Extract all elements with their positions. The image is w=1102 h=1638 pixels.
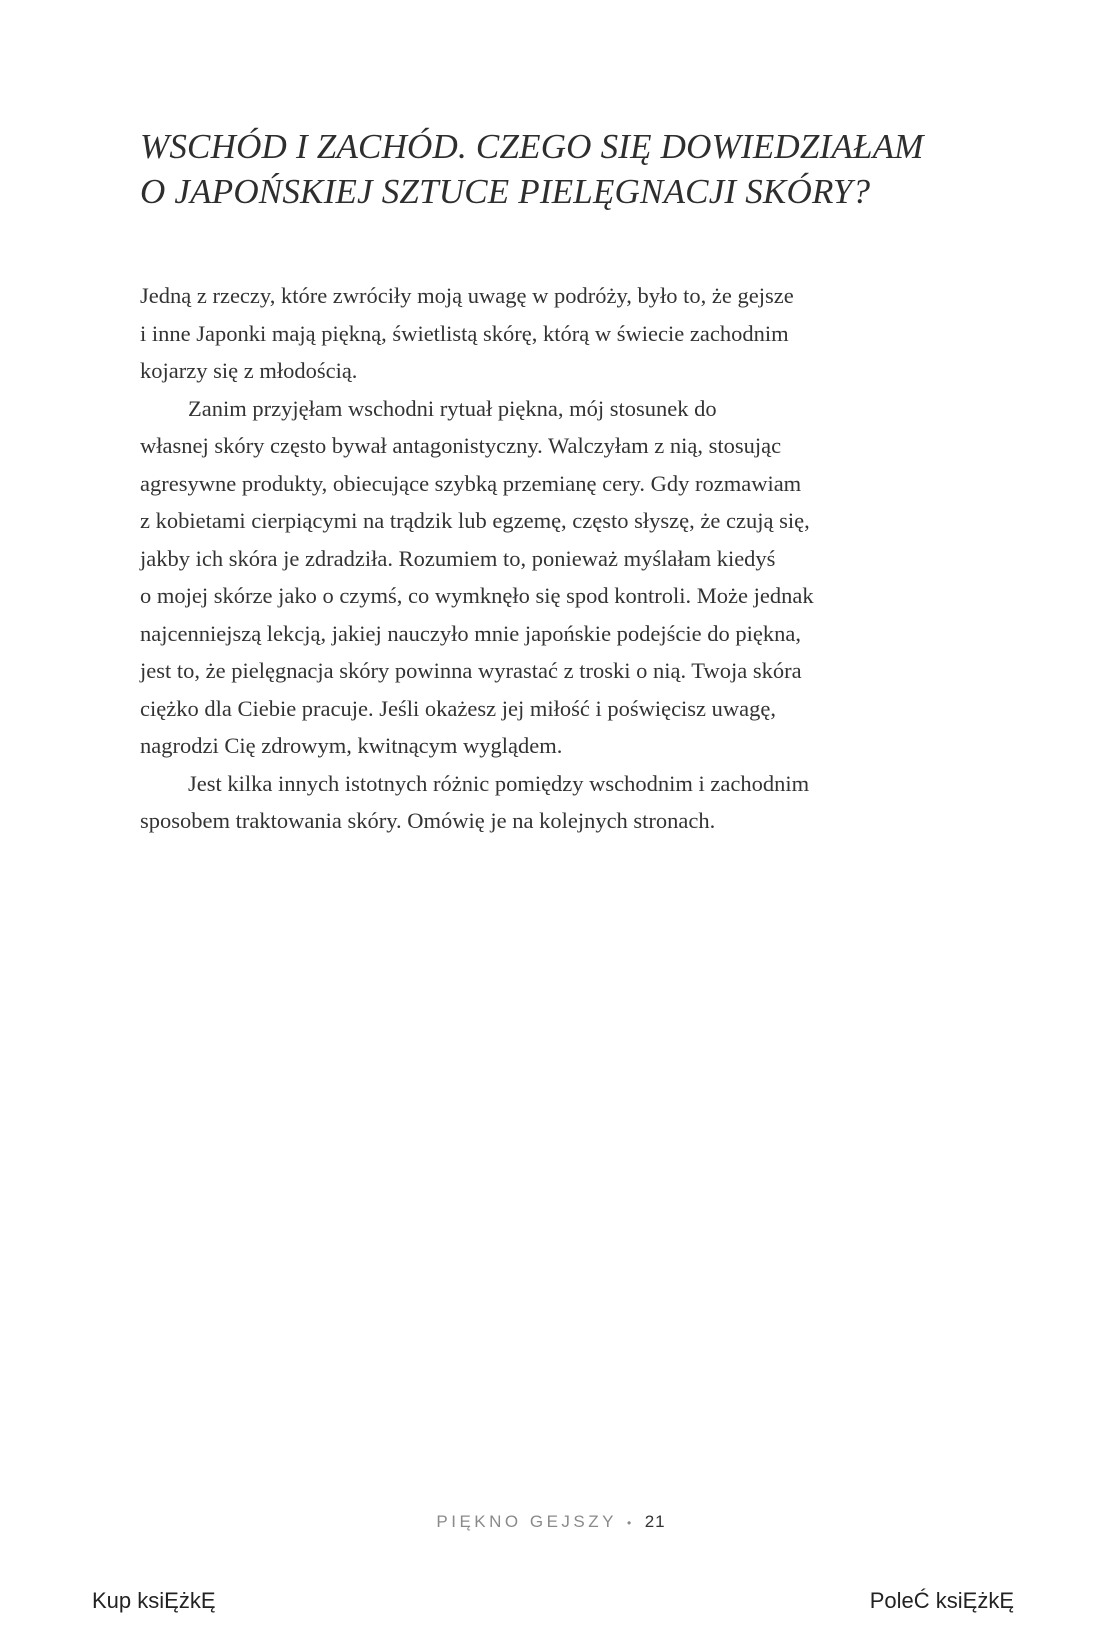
running-footer [0,1512,1102,1532]
text-line: agresywne produkty, obiecujące szybką przemianę cery. Gdy rozmawiam [140,470,802,496]
text-line: nagrodzi Cię zdrowym, kwitnącym wyglądem. [140,733,563,758]
text-line: sposobem traktowania skóry. Omówię je na kolejnych stronach. [140,808,716,833]
chapter-title-line-2: O JAPOŃSKIEJ SZTUCE PIELĘGNACJI SKÓRY? [140,172,871,211]
text-line: własnej skóry często bywał antagonistyczny. Walczyłam z nią, stosując [140,433,782,458]
paragraph-1 [140,277,980,390]
text-line: najcenniejszą lekcją, jakiej nauczyło mnie japońskie podejście do piękna, [140,620,801,646]
recommend-book-link[interactable]: PoleĆ ksiĘżkĘ [869,1588,1014,1613]
text-line: jakby ich skóra je zdradziła. Rozumiem to, ponieważ myślałam kiedyś [140,545,776,571]
text-line: jest to, że pielęgnacja skóry powinna wyrastać z troski o nią. Twoja skóra [140,658,802,683]
chapter-title-line-1: WSCHÓD I ZACHÓD. CZEGO SIĘ DOWIEDZIAŁAM [140,127,924,166]
text-line: i inne Japonki mają piękną, świetlistą skórę, którą w świecie zachodnim [140,320,789,346]
paragraph-2 [140,390,980,765]
footer-book-title: PIĘKNO GEJSZY [436,1512,617,1531]
paragraph-3 [140,765,980,840]
text-line: Jedną z rzeczy, które zwróciły moją uwagę w podróży, było to, że gejsze [140,283,794,308]
text-line: ciężko dla Ciebie pracuje. Jeśli okażesz jej miłość i poświęcisz uwagę, [140,695,777,721]
text-line: Zanim przyjęłam wschodni rytuał piękna, mój stosunek do [188,395,717,421]
page-number: 21 [644,1512,666,1531]
text-line: o mojej skórze jako o czymś, co wymknęło się spod kontroli. Może jednak [140,583,814,608]
text-line: Jest kilka innych istotnych różnic pomiędzy wschodnim i zachodnim [188,770,810,796]
chapter-title [140,124,1020,214]
chapter-body [140,277,980,840]
footer-separator: • [626,1515,635,1530]
text-line: kojarzy się z młodością. [140,358,358,383]
text-line: z kobietami cierpiącymi na trądzik lub egzemę, często słyszę, że czują się, [140,508,810,533]
buy-book-link[interactable]: Kup ksiĘżkĘ [92,1588,216,1613]
